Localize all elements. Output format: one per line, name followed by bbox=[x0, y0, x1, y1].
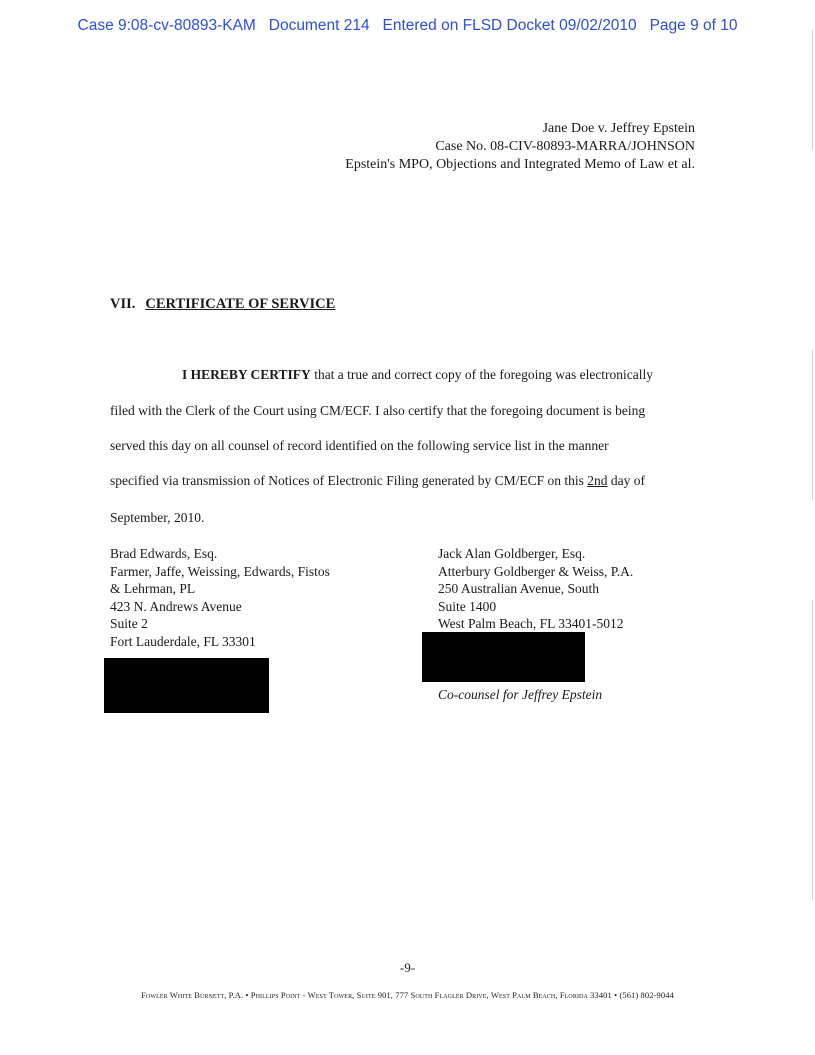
scan-edge-mark bbox=[812, 600, 813, 900]
certificate-line-3: served this day on all counsel of record identified on the following service list in the manner bbox=[110, 438, 609, 453]
service-list-left bbox=[110, 545, 330, 651]
redaction-block-right bbox=[422, 632, 585, 682]
certificate-line-5: September, 2010. bbox=[110, 510, 205, 525]
service-list-right bbox=[438, 545, 633, 633]
certificate-line-4 bbox=[110, 473, 645, 489]
service-left-firm-2: & Lehrman, PL bbox=[110, 581, 196, 597]
service-left-city: Fort Lauderdale, FL 33301 bbox=[110, 633, 256, 649]
page-number: -9- bbox=[399, 960, 416, 975]
caption-parties: Jane Doe v. Jeffrey Epstein bbox=[542, 121, 695, 136]
section-number: VII. bbox=[110, 296, 136, 312]
certify-line-1-text: that a true and correct copy of the foregoing was electronically bbox=[310, 367, 654, 382]
firm-footer: Fowler White Burnett, P.A. • Phillips Point - West Tower, Suite 901, 777 South Flagler Drive, West Palm Beach, Florida 33401 • (561) 802-9044 bbox=[141, 990, 674, 1000]
caption-case-number: Case No. 08-CIV-80893-MARRA/JOHNSON bbox=[435, 139, 695, 154]
certify-lead: I HEREBY CERTIFY bbox=[182, 367, 311, 382]
section-heading bbox=[110, 296, 335, 313]
certificate-line-2: filed with the Clerk of the Court using CM/ECF. I also certify that the foregoing document is being bbox=[110, 403, 646, 418]
service-right-suite: Suite 1400 bbox=[438, 598, 497, 614]
certify-line-4-before: specified via transmission of Notices of Electronic Filing generated by CM/ECF on this bbox=[110, 473, 588, 488]
certify-line-4-after: day of bbox=[607, 473, 646, 488]
certificate-line-1 bbox=[182, 367, 653, 383]
docket-stamp: Case 9:08-cv-80893-KAM Document 214 Entered on FLSD Docket 09/02/2010 Page 9 of 10 bbox=[77, 17, 738, 34]
scan-edge-mark bbox=[812, 350, 813, 500]
service-left-suite: Suite 2 bbox=[110, 616, 148, 632]
redaction-block-left bbox=[104, 658, 269, 713]
service-right-city: West Palm Beach, FL 33401-5012 bbox=[438, 616, 624, 632]
case-caption bbox=[345, 120, 695, 174]
service-right-street: 250 Australian Avenue, South bbox=[438, 581, 599, 597]
section-title: CERTIFICATE OF SERVICE bbox=[145, 296, 336, 312]
service-right-firm: Atterbury Goldberger & Weiss, P.A. bbox=[438, 563, 634, 579]
certify-day: 2nd bbox=[587, 473, 608, 488]
service-right-role: Co-counsel for Jeffrey Epstein bbox=[438, 687, 603, 702]
service-left-name: Brad Edwards, Esq. bbox=[110, 546, 218, 561]
caption-document-title: Epstein's MPO, Objections and Integrated Memo of Law et al. bbox=[345, 157, 695, 172]
service-left-firm-1: Farmer, Jaffe, Weissing, Edwards, Fistos bbox=[110, 563, 330, 579]
scan-edge-mark bbox=[812, 30, 813, 150]
service-left-street: 423 N. Andrews Avenue bbox=[110, 598, 242, 614]
service-right-name: Jack Alan Goldberger, Esq. bbox=[438, 546, 586, 561]
